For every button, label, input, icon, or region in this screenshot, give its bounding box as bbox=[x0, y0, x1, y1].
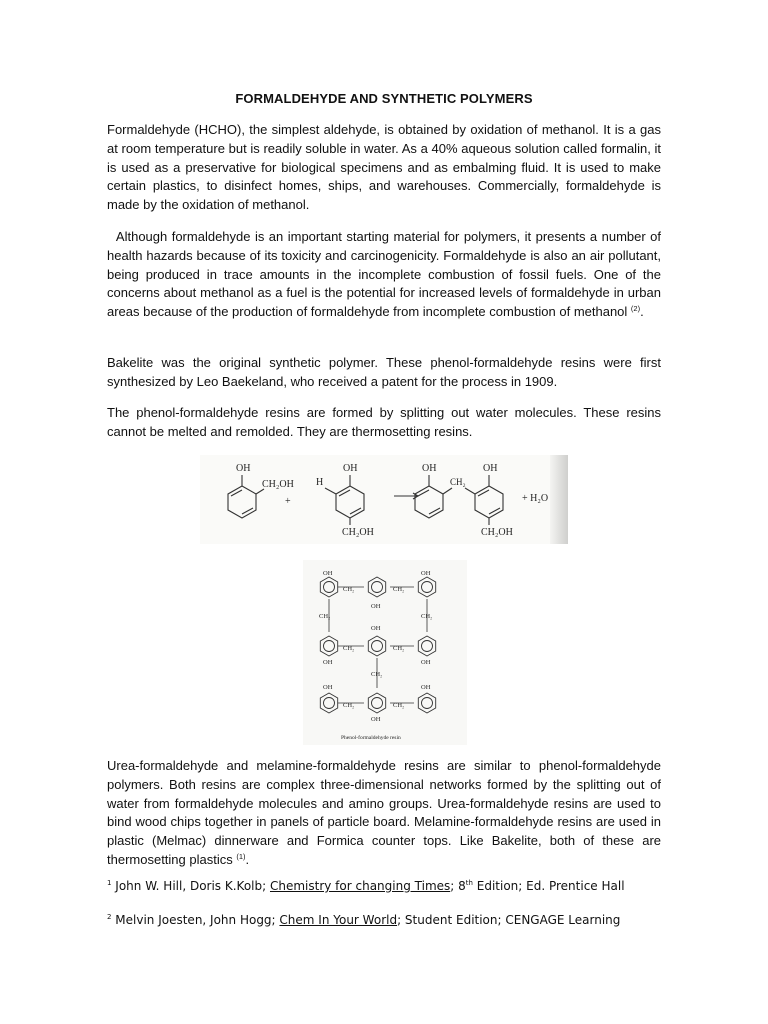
reference-authors: Melvin Joesten, John Hogg; bbox=[111, 913, 280, 927]
reference-book-title: Chemistry for changing Times bbox=[269, 879, 451, 893]
h-label: H bbox=[316, 477, 324, 488]
ch2-label: CH₂ bbox=[421, 613, 433, 620]
aromatic-circle bbox=[422, 582, 433, 593]
page-title: FORMALDEHYDE AND SYNTHETIC POLYMERS bbox=[235, 91, 533, 106]
paragraph-urea-melamine bbox=[107, 757, 661, 870]
reaction-scheme-drawing bbox=[200, 455, 568, 544]
oh-label: OH bbox=[323, 659, 333, 666]
benzene-ring bbox=[320, 693, 337, 713]
oh-label: OH bbox=[323, 684, 333, 691]
paragraph-intro: Formaldehyde (HCHO), the simplest aldehyde, is obtained by oxidation of methanol. It is a gas at room temperature but is readily soluble in water. As a 40% aqueous solution called formalin, it is used as a preservative for biological specimens and as embalming fluid. It is used to make certain plastics, to disinfect homes, ships, and warehouses. Commercially, formaldehyde is made by the oxidation of methanol. bbox=[107, 122, 661, 213]
ch2-label: CH₂ bbox=[343, 586, 355, 593]
aromatic-circle bbox=[324, 698, 335, 709]
benzene-ring bbox=[368, 636, 385, 656]
aromatic-circle bbox=[324, 641, 335, 652]
benzene-ring bbox=[418, 577, 435, 597]
reference-number: 2 bbox=[107, 913, 112, 921]
ch2oh-label: CH₂OH bbox=[481, 527, 513, 538]
ch2-label: CH₂ bbox=[319, 613, 331, 620]
aromatic-circle bbox=[372, 698, 383, 709]
resin-network-figure bbox=[303, 560, 467, 745]
aromatic-circle bbox=[372, 641, 383, 652]
oh-label: OH bbox=[421, 684, 431, 691]
paragraph-thermosetting: The phenol-formaldehyde resins are formed by splitting out water molecules. These resins cannot be melted and remolded. They are thermosetting resins. bbox=[107, 405, 661, 439]
aromatic-circle bbox=[324, 582, 335, 593]
ch2-label: CH₂ bbox=[371, 671, 383, 678]
oh-label: OH bbox=[323, 570, 333, 577]
aromatic-circle bbox=[422, 641, 433, 652]
ch2-label: CH₂ bbox=[393, 645, 405, 652]
reference-book-title: Chem In Your World bbox=[279, 913, 398, 927]
ch2-label: CH₂ bbox=[393, 702, 405, 709]
ch2-label: CH₂ bbox=[450, 477, 466, 487]
oh-label: OH bbox=[371, 716, 381, 723]
reference-2 bbox=[107, 913, 620, 927]
aromatic-circle bbox=[422, 698, 433, 709]
reference-number: 1 bbox=[107, 879, 112, 887]
reaction-scheme-figure bbox=[200, 455, 568, 544]
reference-authors: John W. Hill, Doris K.Kolb; bbox=[111, 879, 270, 893]
water-product-label: + H₂O bbox=[522, 493, 549, 504]
ch2-label: CH₂ bbox=[343, 702, 355, 709]
benzene-ring-3 bbox=[415, 486, 443, 518]
plus-sign: + bbox=[285, 496, 291, 507]
resin-network-drawing bbox=[303, 560, 467, 745]
benzene-ring bbox=[368, 693, 385, 713]
reference-1 bbox=[107, 879, 625, 893]
ch2-label: CH₂ bbox=[343, 645, 355, 652]
citation-1: (1) bbox=[236, 851, 246, 861]
oh-label: OH bbox=[422, 463, 437, 474]
benzene-ring bbox=[368, 577, 385, 597]
benzene-ring bbox=[320, 636, 337, 656]
benzene-ring bbox=[418, 693, 435, 713]
ch2oh-label: CH₂OH bbox=[262, 479, 294, 490]
oh-label: OH bbox=[236, 463, 251, 474]
oh-label: OH bbox=[421, 570, 431, 577]
paragraph-end-punct: . bbox=[640, 304, 644, 320]
benzene-ring bbox=[320, 577, 337, 597]
figure-caption: Phenol-formaldehyde resin bbox=[341, 735, 401, 741]
benzene-ring-4 bbox=[475, 486, 503, 518]
oh-label: OH bbox=[483, 463, 498, 474]
benzene-ring-1 bbox=[228, 486, 256, 518]
reference-publisher: ; Student Edition; CENGAGE Learning bbox=[397, 913, 621, 927]
aromatic-circle bbox=[372, 582, 383, 593]
oh-label: OH bbox=[421, 659, 431, 666]
paragraph-urea-melamine-text: Urea-formaldehyde and melamine-formaldehyde resins are similar to phenol-formaldehyde polymers. Both resins are complex three-dimensional networks formed by the splitting out of water from formaldehyde molecules and amino groups. Urea-formaldehyde resins are used to bind wood chips together in panels of particle board. Melamine-formaldehyde resins are used in plastic (Melmac) dinnerware and Formica counter tops. Like Bakelite, both of these are thermosetting plastics bbox=[107, 758, 661, 867]
reference-edition-suffix: th bbox=[465, 879, 473, 887]
citation-2: (2) bbox=[630, 304, 641, 314]
paragraph-bakelite: Bakelite was the original synthetic polymer. These phenol-formaldehyde resins were first synthesized by Leo Baekeland, who received a patent for the process in 1909. bbox=[107, 355, 661, 389]
paragraph-health-hazards-text: Although formaldehyde is an important starting material for polymers, it presents a number of health hazards because of its toxicity and carcinogenicity. Formaldehyde is also an air pollutant, being produced in trace amounts in the incomplete combustion of fossil fuels. One of the concerns about methanol as a fuel is the potential for increased levels of formaldehyde in urban areas because of the production of formaldehyde from incomplete combustion of methanol bbox=[107, 229, 661, 320]
paragraph-end-punct: . bbox=[245, 851, 250, 867]
benzene-ring bbox=[418, 636, 435, 656]
benzene-ring-2 bbox=[336, 486, 364, 518]
ch2-label: CH₂ bbox=[393, 586, 405, 593]
paragraph-health-hazards bbox=[107, 228, 661, 322]
oh-label: OH bbox=[343, 463, 358, 474]
ch2oh-label: CH₂OH bbox=[342, 527, 374, 538]
oh-label: OH bbox=[371, 603, 381, 610]
reference-publisher: Edition; Ed. Prentice Hall bbox=[472, 879, 625, 893]
reference-edition: ; 8 bbox=[450, 879, 466, 893]
oh-label: OH bbox=[371, 625, 381, 632]
